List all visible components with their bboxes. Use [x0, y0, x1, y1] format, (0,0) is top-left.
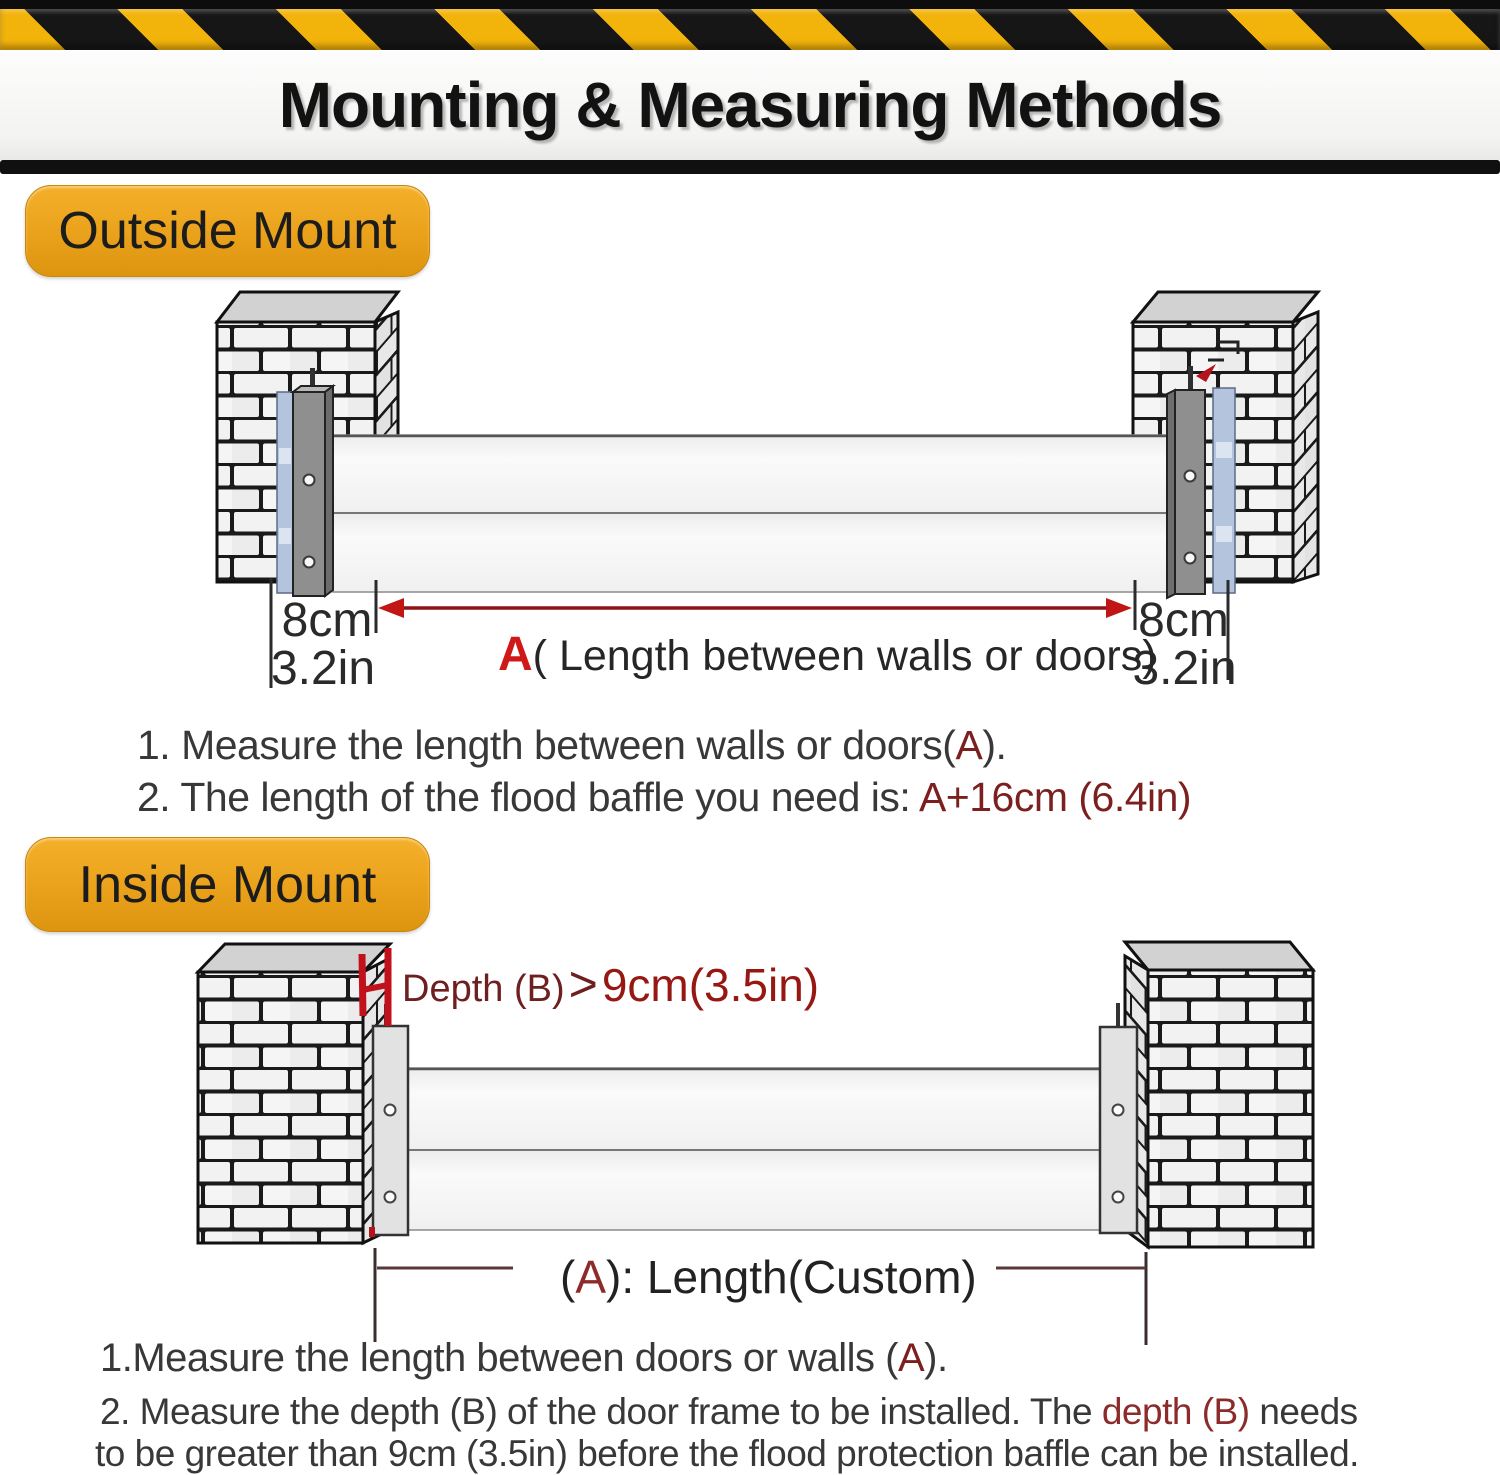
- pillar-side-face: [1293, 312, 1318, 582]
- instr-text: to be greater than 9cm (3.5in) before the flood protection baffle can be installed.: [95, 1433, 1359, 1474]
- flood-baffle: [333, 435, 1175, 592]
- arrow-head-right-icon: [1106, 598, 1132, 618]
- depth-value: 9cm(3.5in): [601, 959, 820, 1011]
- pillar-cap: [1125, 942, 1313, 970]
- page-title: Mounting & Measuring Methods: [278, 69, 1222, 141]
- seal-strip-right: [1213, 388, 1235, 593]
- screw-hole: [1113, 1192, 1124, 1203]
- pillar-cap: [217, 292, 398, 322]
- length-custom-label: [560, 1250, 977, 1304]
- baffle-panel-top: [408, 1068, 1100, 1150]
- flood-baffle: [408, 1068, 1100, 1230]
- instr-text: 1.Measure the length between doors or walls (: [100, 1336, 898, 1380]
- inside-mount-badge-label: Inside Mount: [78, 855, 377, 914]
- screw-hole: [385, 1105, 396, 1116]
- mounting-bracket-left: [369, 1004, 408, 1237]
- instr-text: 1. Measure the length between walls or doors(: [137, 722, 956, 768]
- screw-hole: [304, 475, 315, 486]
- screw-hole: [304, 557, 315, 568]
- bracket-front: [373, 1026, 408, 1235]
- label-text: ): Length(Custom): [606, 1251, 977, 1303]
- greater-than-sign: >: [568, 956, 598, 1012]
- instr-text: ).: [982, 722, 1007, 768]
- outside-mount-badge-label: Outside Mount: [58, 202, 397, 260]
- pillar-front-face: [198, 972, 363, 1243]
- pillar-cap: [1133, 292, 1318, 322]
- mounting-bracket-right: [1167, 364, 1235, 598]
- inside-mount-badge: [25, 837, 430, 932]
- baffle-panel-bottom: [333, 513, 1175, 592]
- outside-instruction-1: [137, 722, 1006, 769]
- baffle-panel-top: [333, 435, 1175, 513]
- seal-highlight: [1216, 442, 1232, 458]
- divider-bar: [0, 160, 1500, 174]
- instr-highlight: A: [955, 722, 983, 768]
- dim-left-cm: 8cm: [281, 594, 373, 647]
- title-band: [0, 50, 1500, 160]
- instr-text: needs: [1249, 1391, 1358, 1432]
- instr-highlight: A: [897, 1336, 925, 1380]
- instr-text: ).: [924, 1336, 948, 1380]
- outside-instruction-2: [137, 774, 1191, 821]
- mounting-bracket-right: [1100, 1003, 1137, 1233]
- label-highlight: A: [575, 1251, 607, 1303]
- length-a-letter: A: [498, 628, 533, 681]
- bracket-side-facet: [1167, 390, 1175, 598]
- dim-left-inch: 3.2in: [270, 642, 376, 695]
- screw-hole: [1185, 553, 1196, 564]
- length-a-label: [498, 627, 1157, 682]
- inside-instruction-2: [100, 1391, 1358, 1433]
- brick-pillar-right: [1125, 942, 1313, 1247]
- bracket-side-facet: [325, 386, 333, 596]
- seal-highlight: [279, 528, 291, 544]
- instr-text: 2. The length of the flood baffle you need is:: [137, 774, 919, 820]
- seal-strip-left: [277, 392, 293, 593]
- length-a-text: ( Length between walls or doors): [532, 632, 1157, 680]
- pillar-front-face: [1148, 970, 1313, 1247]
- red-mark: [369, 1227, 375, 1237]
- mounting-bracket-left: [277, 368, 333, 596]
- depth-label-text: Depth (B): [402, 968, 565, 1010]
- seal-highlight: [279, 448, 291, 464]
- instr-text: 2. Measure the depth (B) of the door frame to be installed. The: [100, 1391, 1102, 1432]
- screw-hole: [1185, 471, 1196, 482]
- screw-hole: [1113, 1105, 1124, 1116]
- instr-highlight: depth (B): [1101, 1391, 1250, 1432]
- baffle-panel-bottom: [408, 1150, 1100, 1230]
- label-text: (: [560, 1251, 576, 1303]
- inside-instruction-1: [100, 1336, 948, 1381]
- caution-tape-stripe: [0, 9, 1500, 50]
- top-black-bar: [0, 0, 1500, 9]
- outside-mount-badge: [25, 185, 430, 277]
- depth-bracket-left-bar: [362, 954, 363, 1016]
- seal-highlight: [1216, 526, 1232, 542]
- instr-highlight: A+16cm (6.4in): [918, 774, 1192, 820]
- depth-annotation: [402, 955, 819, 1013]
- dim-right-cm: 8cm: [1138, 594, 1229, 647]
- screw-hole: [385, 1192, 396, 1203]
- inside-instruction-3: [95, 1433, 1359, 1475]
- dim-right-inch: 3.2in: [1132, 642, 1237, 695]
- anchor-pin: [1116, 1003, 1120, 1029]
- anchor-pin: [1188, 366, 1193, 392]
